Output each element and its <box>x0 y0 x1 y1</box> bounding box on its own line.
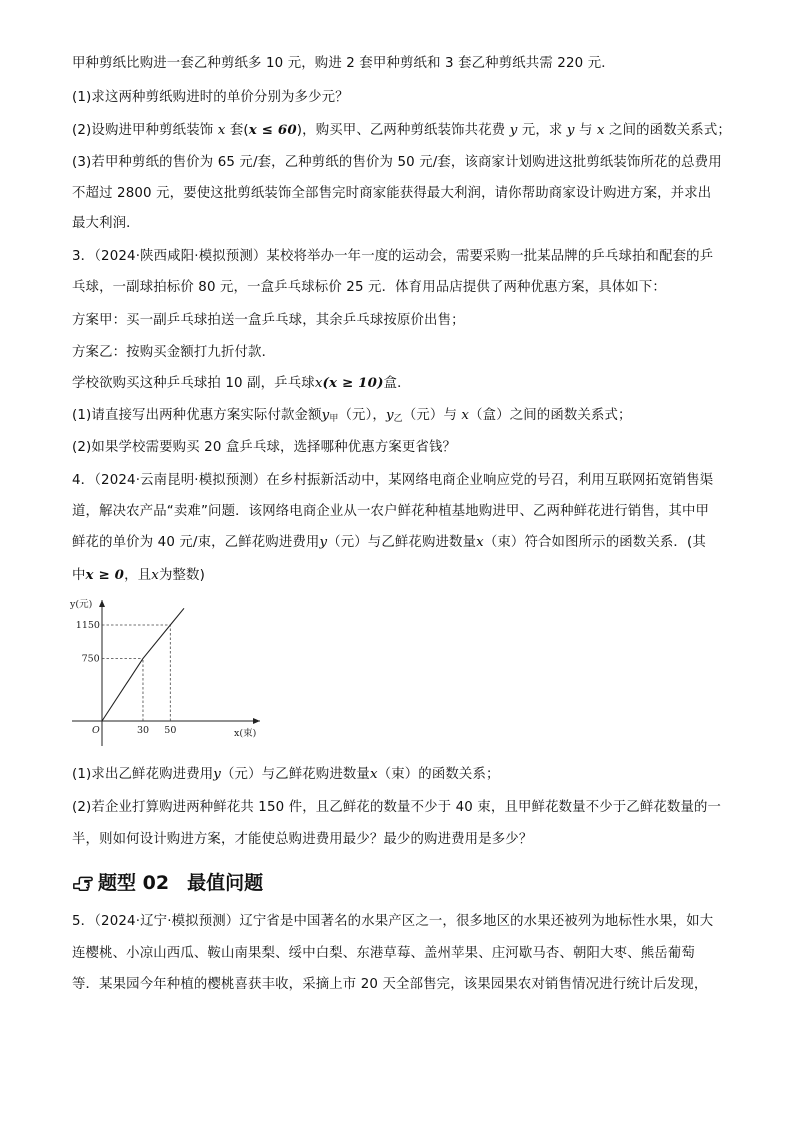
pointing-hand-icon <box>72 871 94 893</box>
q3-plan-a: 方案甲：买一副乒乓球拍送一盒乒乓球，其余乒乓球按原价出售； <box>72 313 465 328</box>
q2-part3-line2: 不超过 2800 元，要使这批剪纸装饰全部售完时商家能获得最大利润，请你帮助商家设计购进方案，并求出 <box>72 186 712 201</box>
x-axis-label: x(束) <box>234 728 257 739</box>
q4-line3: 鲜花的单价为 40 元/束，乙鲜花购进费用y（元）与乙鲜花购进数量x（束）符合如图所示的函数关系．(其 <box>72 535 706 550</box>
q3-line2: 乓球，一副球拍标价 80 元，一盒乒乓球标价 25 元．体育用品店提供了两种优惠方案，具体如下： <box>72 280 666 295</box>
q2-intro-line: 甲种剪纸比购进一套乙种剪纸多 10 元，购进 2 套甲种剪纸和 3 套乙种剪纸共需 220 元． <box>72 56 615 71</box>
section-title: 题型 02 <box>98 872 170 894</box>
q4-part1: (1)求出乙鲜花购进费用y（元）与乙鲜花购进数量x（束）的函数关系； <box>72 767 500 782</box>
q5-line1: 5．（2024·辽宁·模拟预测）辽宁省是中国著名的水果产区之一，很多地区的水果还被列为地标性水果，如大 <box>72 914 714 929</box>
y-tick-label: 750 <box>81 653 100 665</box>
section-subtitle: 最值问题 <box>187 872 264 894</box>
q3-part1: (1)请直接写出两种优惠方案实际付款金额$y_甲$（元），$y_乙$（元）与 x（盒）之间的函数关系式； <box>72 408 632 424</box>
q2-part2: (2)设购进甲种剪纸装饰 x 套(x ≤ 60)，购买甲、乙两种剪纸装饰共花费 y 元，求 y 与 x 之间的函数关系式； <box>72 122 731 138</box>
x-tick-label: 30 <box>136 725 150 736</box>
q3-plan-b: 方案乙：按购买金额打九折付款． <box>72 345 276 360</box>
q3-line5: 学校欲购买这种乒乓球拍 10 副，乒乓球x(x ≥ 10)盒． <box>72 375 411 391</box>
y-tick-label: 1150 <box>75 619 100 631</box>
q4-part2-line1: (2)若企业打算购进两种鲜花共 150 件，且乙鲜花的数量不少于 40 束，且甲鲜花数量不少于乙鲜花数量的一 <box>72 800 722 815</box>
q4-line4: 中x ≥ 0，且x为整数) <box>72 567 205 583</box>
q2-part3-line3: 最大利润． <box>72 216 140 231</box>
section-header <box>72 868 263 895</box>
q2-part1: (1)求这两种剪纸购进时的单价分别为多少元？ <box>72 90 349 105</box>
q2-part3-line1: (3)若甲种剪纸的售价为 65 元/套，乙种剪纸的售价为 50 元/套，该商家计划购进这批剪纸装饰所花的总费用 <box>72 155 722 170</box>
q3-line1: 3．（2024·陕西咸阳·模拟预测）某校将举办一年一度的运动会，需要采购一批某品牌的乒乓球拍和配套的乒 <box>72 249 714 264</box>
origin-label: O <box>92 725 100 736</box>
q4-part2-line2: 半，则如何设计购进方案，才能使总购进费用最少？最少的购进费用是多少？ <box>72 832 533 847</box>
y-axis-label: y(元) <box>70 599 93 610</box>
q4-function-graph <box>66 594 266 754</box>
x-tick-label: 50 <box>164 725 177 736</box>
q4-line2: 道，解决农产品“卖难”问题．该网络电商企业从一农户鲜花种植基地购进甲、乙两种鲜花进行销售，其中甲 <box>72 504 710 519</box>
q3-part2: (2)如果学校需要购买 20 盒乒乓球，选择哪种优惠方案更省钱？ <box>72 440 457 455</box>
q5-line2: 连樱桃、小凉山西瓜、鞍山南果梨、绥中白梨、东港草莓、盖州苹果、庄河歇马杏、朝阳大枣、熊岳葡萄 <box>72 946 695 961</box>
q5-line3: 等．某果园今年种植的樱桃喜获丰收，采摘上市 20 天全部售完，该果园果农对销售情况进行统计后发现， <box>72 977 708 992</box>
q4-line1: 4．（2024·云南昆明·模拟预测）在乡村振新活动中，某网络电商企业响应党的号召，利用互联网拓宽销售渠 <box>72 473 714 488</box>
